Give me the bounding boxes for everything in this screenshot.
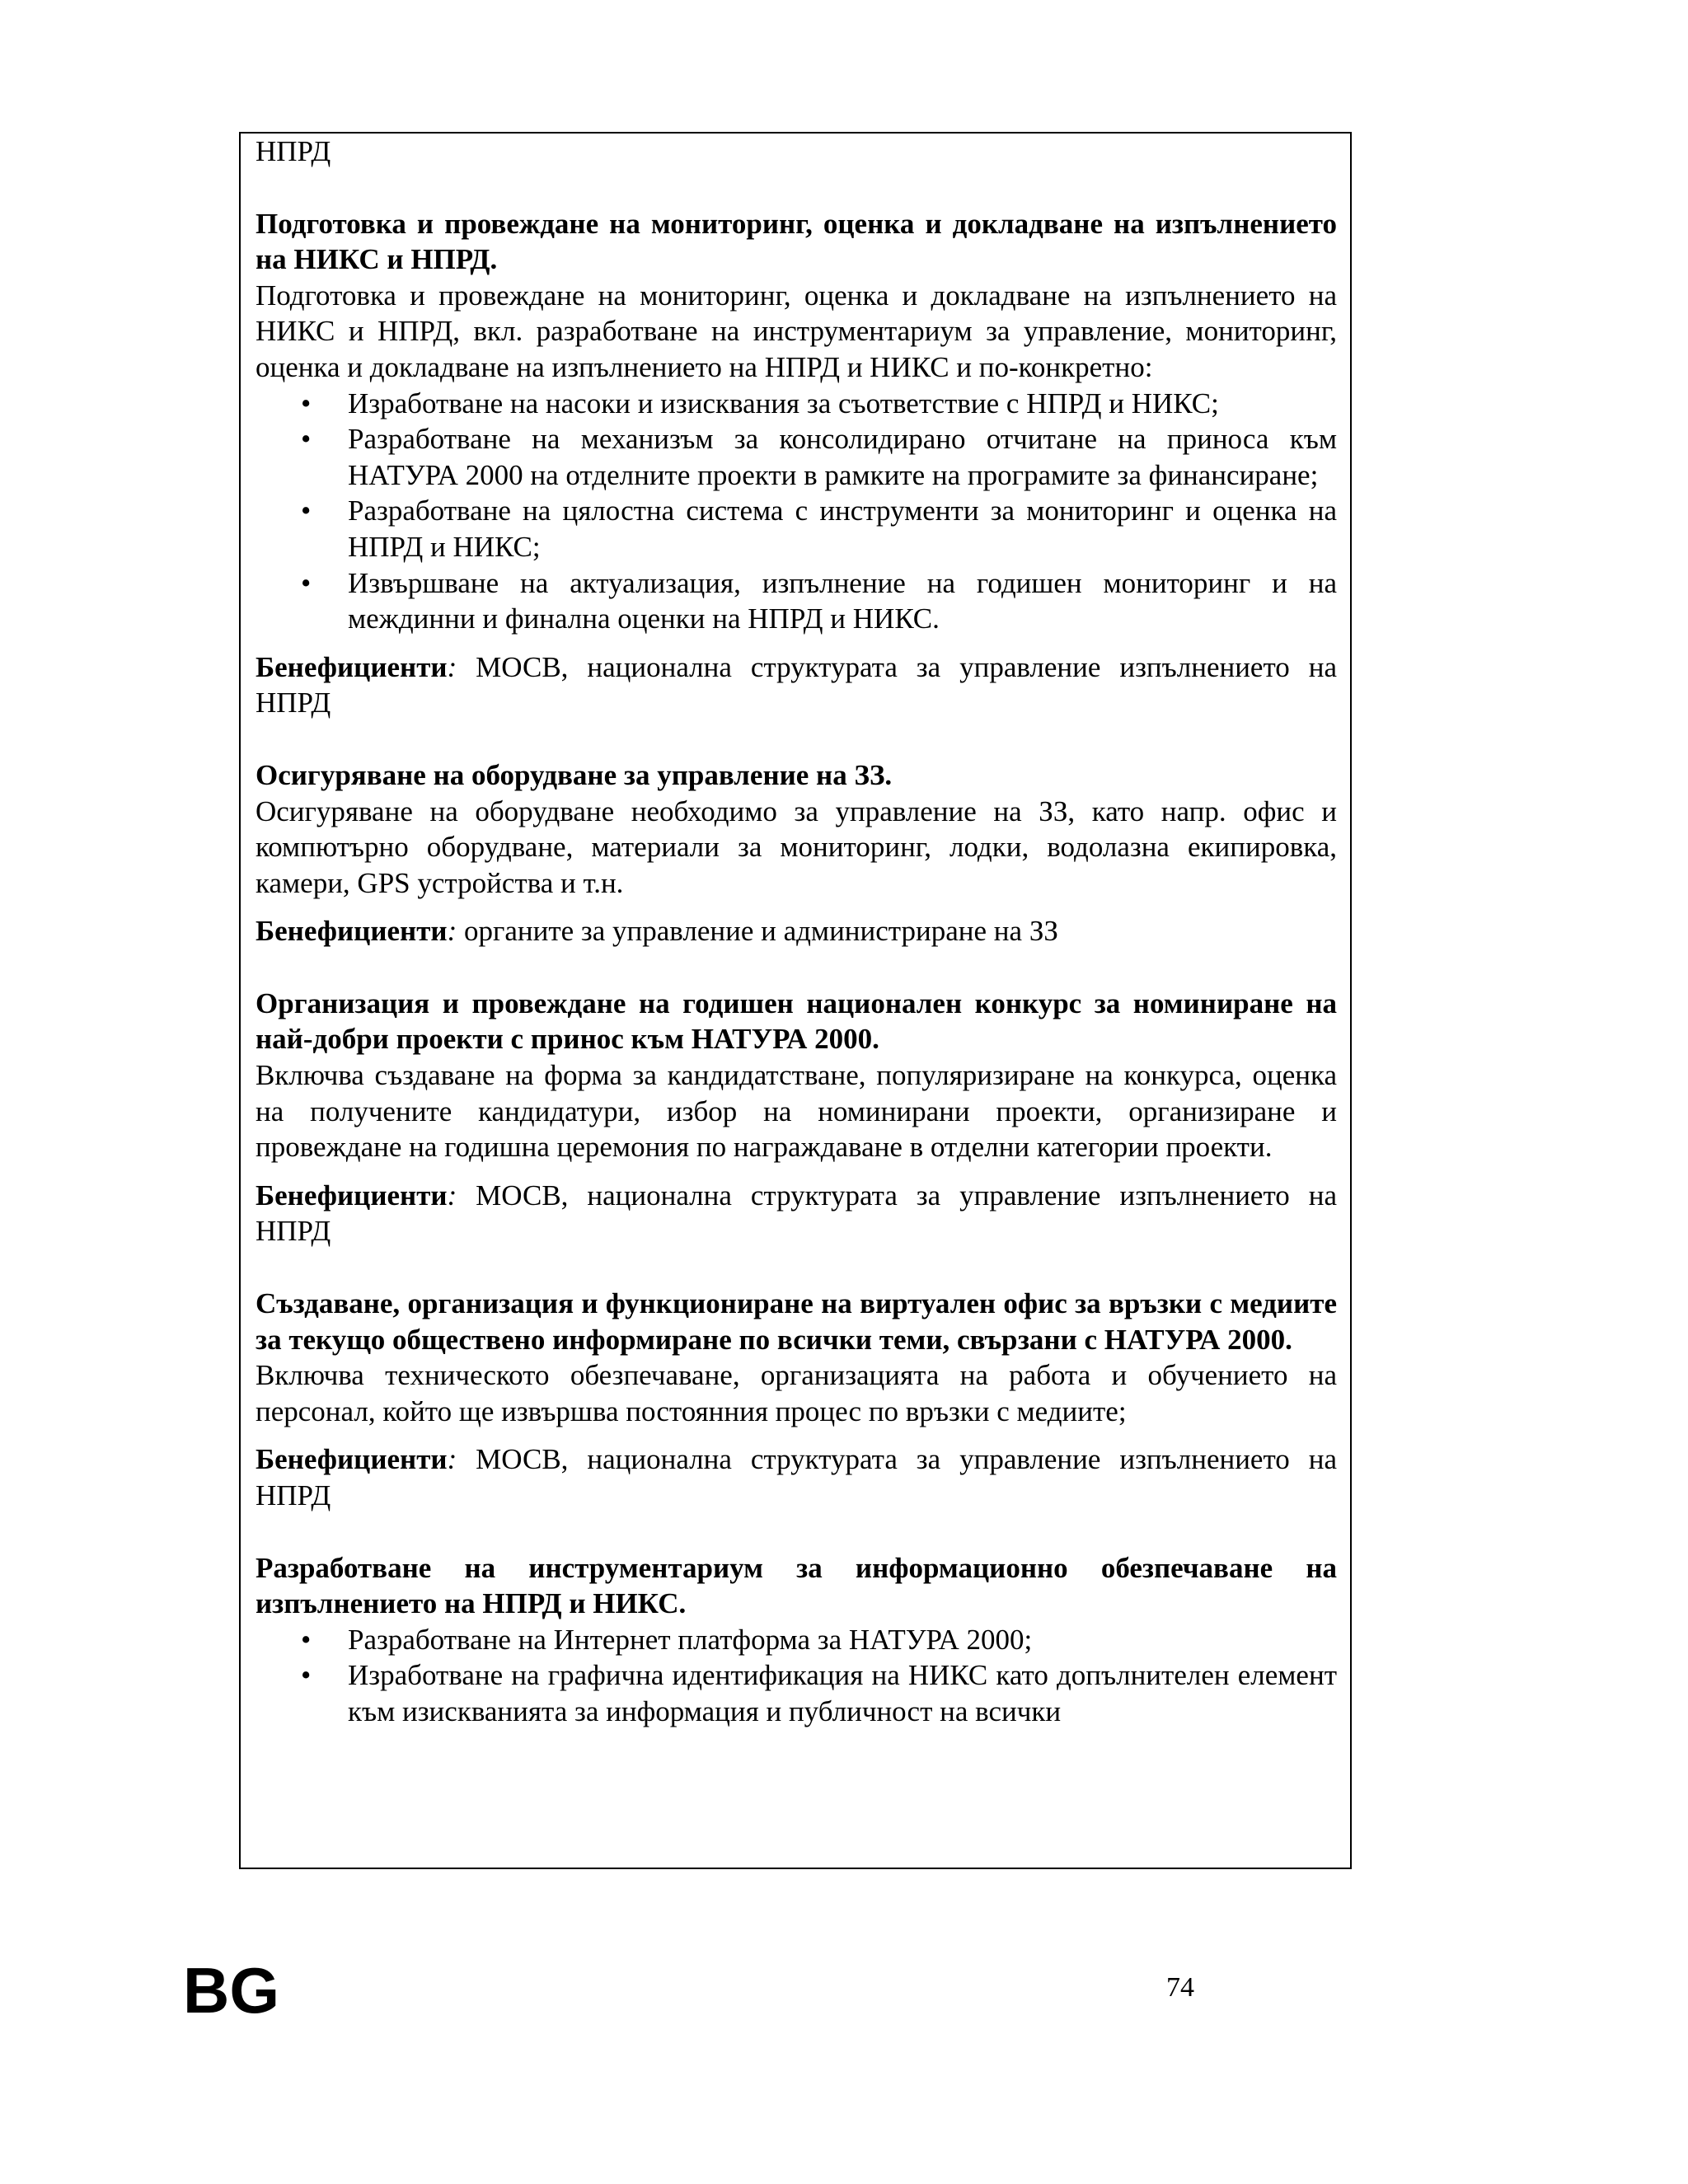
bullet-icon: • bbox=[301, 494, 312, 527]
bullet-icon: • bbox=[301, 1623, 312, 1656]
bullet-icon: • bbox=[301, 566, 312, 599]
section-description-contest: Включва създаване на форма за кандидатстване, популяризиране на конкурса, оценка на получените кандидатури, избор на номинирани проекти, организиране и провеждане на годишна церемония по награждаване в отделни категории проекти. bbox=[256, 1059, 1337, 1164]
beneficiaries-contest: Бенефициенти: МОСВ, национална структурата за управление изпълнението на НПРД bbox=[256, 1179, 1337, 1248]
beneficiaries-label: Бенефициенти bbox=[256, 650, 448, 683]
section-description-virtual-office: Включва техническото обезпечаване, организацията на работа и обучението на персонал, който ще извършва постоянния процес по връзки с медиите; bbox=[256, 1359, 1337, 1427]
bullet-list-monitoring bbox=[256, 386, 1337, 637]
section-heading-virtual-office: Създаване, организация и функциониране на виртуален офис за връзки с медиите за текущо обществено информиране по всички теми, свързани с НАТУРА 2000. bbox=[256, 1287, 1337, 1356]
bullet-icon: • bbox=[301, 423, 312, 456]
section-heading-equipment: Осигуряване на оборудване за управление на ЗЗ. bbox=[256, 758, 893, 791]
list-item: • Изработване на графична идентификация на НИКС като допълнителен елемент към изискванията за информация и публичност на всички bbox=[301, 1659, 1337, 1727]
list-item: • Разработване на Интернет платформа за НАТУРА 2000; bbox=[348, 1622, 1337, 1658]
page-number: 74 bbox=[1166, 1972, 1194, 2003]
beneficiaries-label: Бенефициенти bbox=[256, 1443, 448, 1476]
section-heading-contest: Организация и провеждане на годишен национален конкурс за номиниране на най-добри проекти с принос към НАТУРА 2000. bbox=[256, 987, 1337, 1056]
frame-content bbox=[256, 134, 1337, 1730]
language-mark: BG bbox=[183, 1954, 279, 2027]
bullet-icon: • bbox=[301, 1659, 312, 1692]
list-item: • Изработване на насоки и изисквания за съответствие с НПРД и НИКС; bbox=[348, 386, 1337, 422]
list-item: • Извършване на актуализация, изпълнение на годишен мониторинг и на междинни и финална оценки на НПРД и НИКС. bbox=[301, 566, 1337, 635]
beneficiaries-equipment: Бенефициенти: органите за управление и администриране на ЗЗ bbox=[256, 915, 1058, 948]
document-frame bbox=[239, 132, 1352, 1869]
section-heading-monitoring: Подготовка и провеждане на мониторинг, оценка и докладване на изпълнението на НИКС и НПРД. bbox=[256, 207, 1337, 276]
section-description-monitoring: Подготовка и провеждане на мониторинг, оценка и докладване на изпълнението на НИКС и НПРД, вкл. разработване на инструментариум за управление, мониторинг, оценка и докладване на изпълнението на НПРД и НИКС и по-конкретно: bbox=[256, 279, 1337, 383]
beneficiaries-monitoring: Бенефициенти: МОСВ, национална структурата за управление изпълнението на НПРД bbox=[256, 650, 1337, 719]
beneficiaries-label: Бенефициенти bbox=[256, 1179, 448, 1212]
beneficiaries-virtual-office: Бенефициенти: МОСВ, национална структурата за управление изпълнението на НПРД bbox=[256, 1443, 1337, 1511]
bullet-list-info-tools bbox=[256, 1622, 1337, 1731]
section-heading-info-tools: Разработване на инструментариум за информационно обезпечаване на изпълнението на НПРД и НИКС. bbox=[256, 1551, 1337, 1620]
list-item: • Разработване на механизъм за консолидирано отчитане на приноса към НАТУРА 2000 на отделните проекти в рамките на програмите за финансиране; bbox=[301, 423, 1337, 491]
beneficiaries-label: Бенефициенти bbox=[256, 915, 448, 948]
bullet-icon: • bbox=[301, 387, 312, 419]
list-item: • Разработване на цялостна система с инструменти за мониторинг и оценка на НПРД и НИКС; bbox=[301, 494, 1337, 563]
section-description-equipment: Осигуряване на оборудване необходимо за управление на ЗЗ, като напр. офис и компютърно оборудване, материали за мониторинг, лодки, водолазна екипировка, камери, GPS устройства и т.н. bbox=[256, 794, 1337, 899]
continued-text: НПРД bbox=[256, 135, 331, 167]
